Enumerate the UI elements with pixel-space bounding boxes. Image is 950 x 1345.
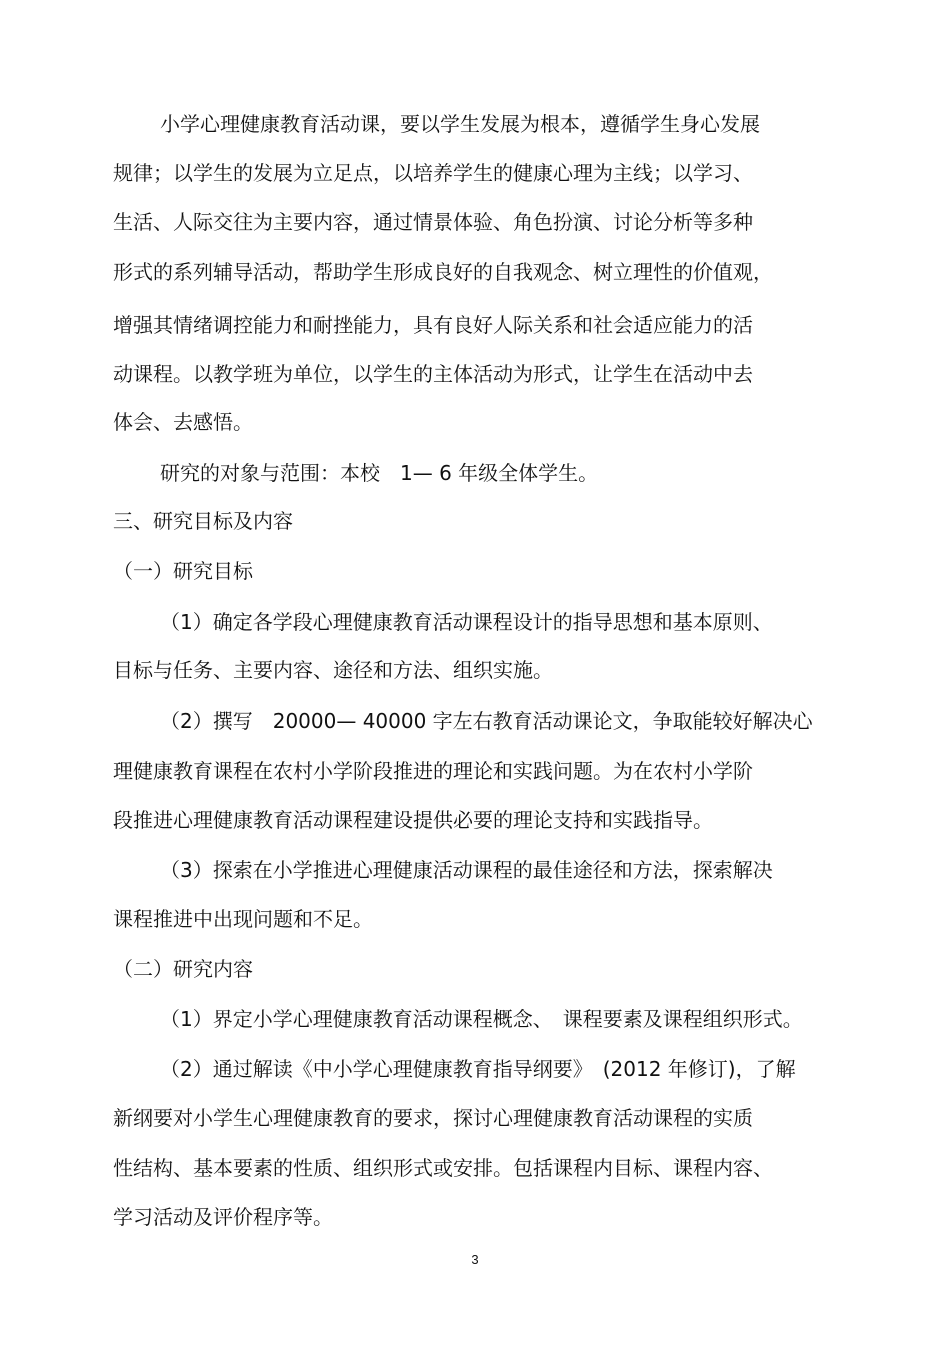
paragraph-line: 生活、人际交往为主要内容，通过情景体验、角色扮演、讨论分析等多种 (113, 210, 753, 234)
paragraph-line: 规律；以学生的发展为立足点，以培养学生的健康心理为主线；以学习、 (113, 161, 753, 185)
paragraph-line: 性结构、基本要素的性质、组织形式或安排。包括课程内目标、课程内容、 (113, 1156, 773, 1180)
paragraph-line: （1）界定小学心理健康教育活动课程概念、 课程要素及课程组织形式。 (160, 1007, 803, 1031)
paragraph-line: 形式的系列辅导活动，帮助学生形成良好的自我观念、树立理性的价值观， (113, 260, 773, 284)
paragraph-line: 段推进心理健康教育活动课程建设提供必要的理论支持和实践指导。 (113, 808, 713, 832)
paragraph-line: 研究的对象与范围：本校 1— 6 年级全体学生。 (160, 461, 599, 485)
section-heading: 三、研究目标及内容 (113, 509, 293, 533)
paragraph-line: 动课程。以教学班为单位，以学生的主体活动为形式，让学生在活动中去 (113, 362, 753, 386)
paragraph-line: （3）探索在小学推进心理健康活动课程的最佳途径和方法，探索解决 (160, 858, 773, 882)
paragraph-line: 目标与任务、主要内容、途径和方法、组织实施。 (113, 658, 553, 682)
paragraph-line: 增强其情绪调控能力和耐挫能力，具有良好人际关系和社会适应能力的活 (113, 313, 753, 337)
paragraph-line: 学习活动及评价程序等。 (113, 1205, 333, 1229)
subsection-heading: （二）研究内容 (113, 957, 253, 981)
subsection-heading: （一）研究目标 (113, 559, 253, 583)
paragraph-line: 理健康教育课程在农村小学阶段推进的理论和实践问题。为在农村小学阶 (113, 759, 753, 783)
page-number: 3 (471, 1252, 479, 1267)
paragraph-line: （2）通过解读《中小学心理健康教育指导纲要》 (2012 年修订)，了解 (160, 1057, 796, 1081)
paragraph-line: 体会、去感悟。 (113, 410, 253, 434)
paragraph-line: 新纲要对小学生心理健康教育的要求，探讨心理健康教育活动课程的实质 (113, 1106, 753, 1130)
paragraph-line: 小学心理健康教育活动课，要以学生发展为根本，遵循学生身心发展 (160, 112, 760, 136)
paragraph-line: 课程推进中出现问题和不足。 (113, 907, 373, 931)
paragraph-line: （1）确定各学段心理健康教育活动课程设计的指导思想和基本原则、 (160, 610, 773, 634)
paragraph-line: （2）撰写 20000— 40000 字左右教育活动课论文，争取能较好解决心 (160, 709, 813, 733)
